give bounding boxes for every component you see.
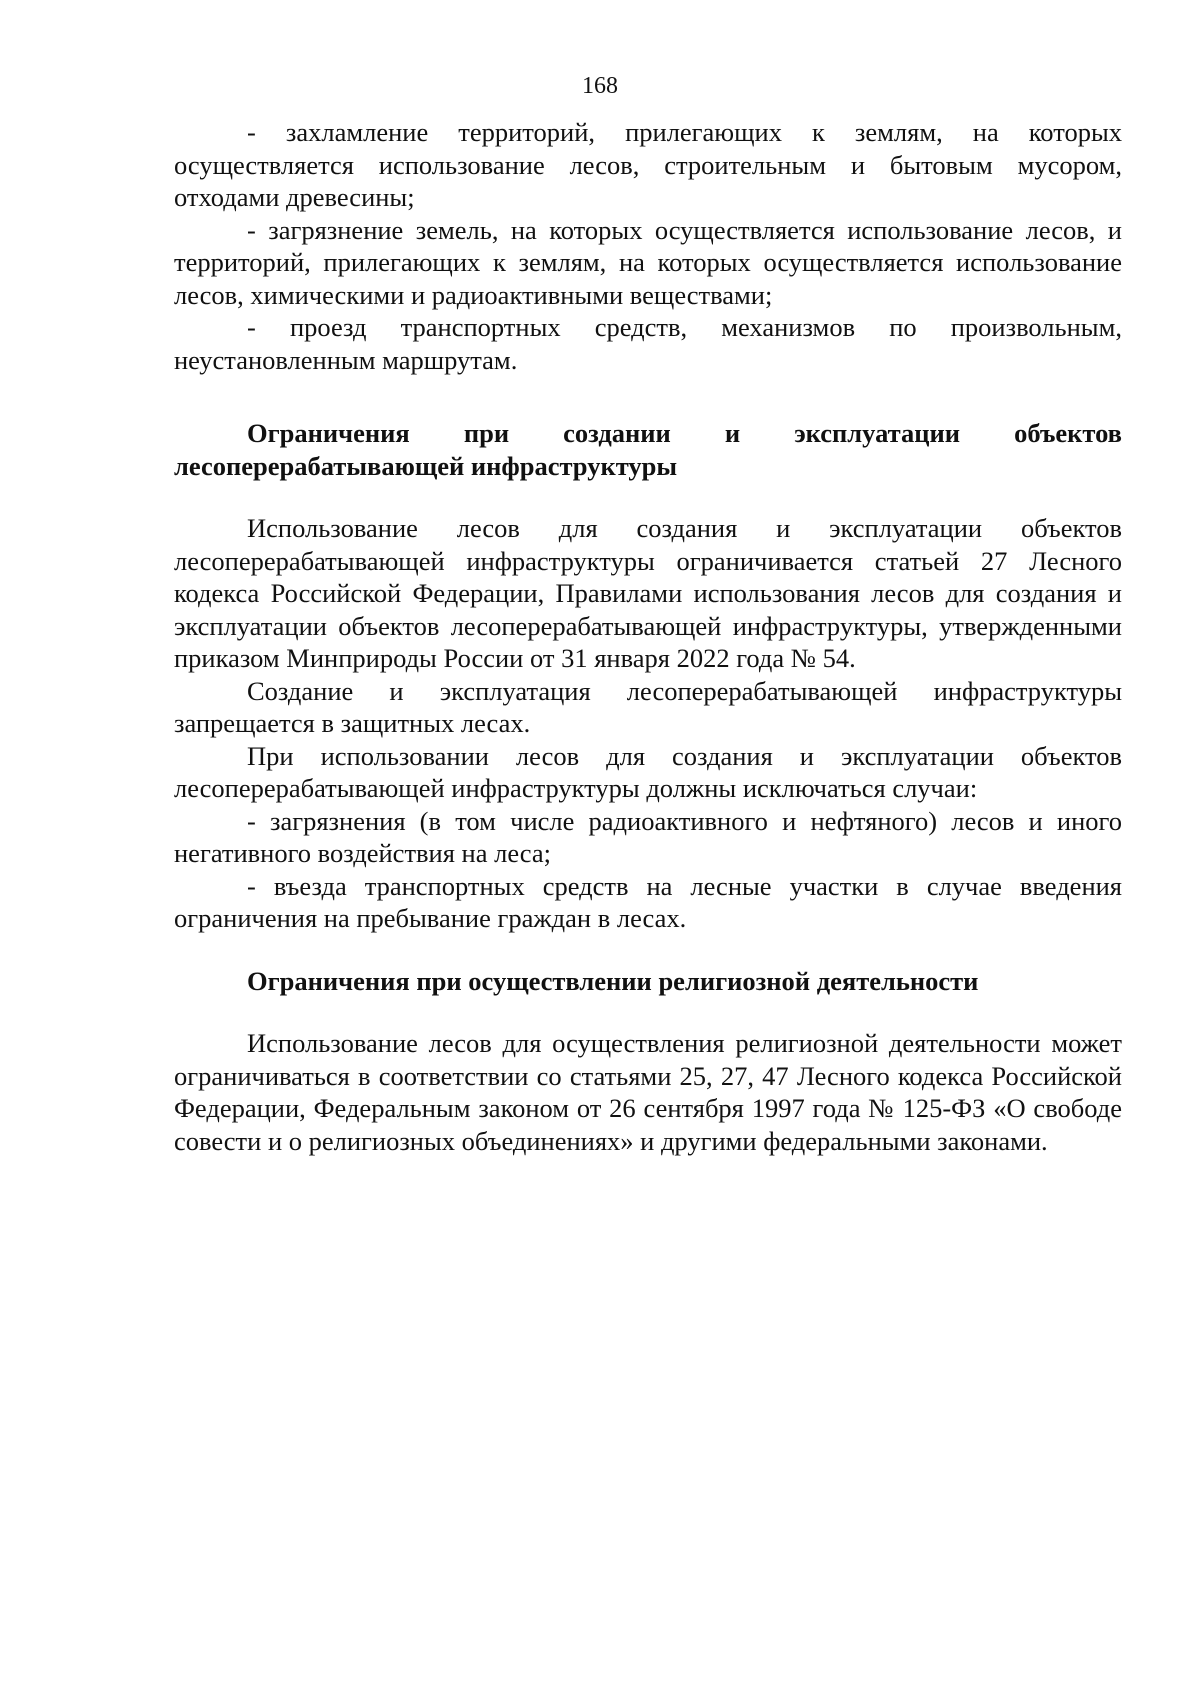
list-item: - захламление территорий, прилегающих к землям, на которых осуществляется использование лесов, строительным и бытовым мусором, отходами древесины;	[174, 117, 1122, 212]
page-number: 168	[582, 73, 618, 99]
page-content	[174, 116, 1122, 1157]
paragraph: Использование лесов для осуществления религиозной деятельности может ограничиваться в соответствии со статьями 25, 27, 47 Лесного кодекса Российской Федерации, Федеральным законом от 26 сентября 1997 года № 125-ФЗ «О свободе совести и о религиозных объединениях» и другими федеральными законами.	[174, 1028, 1122, 1156]
paragraph: Использование лесов для создания и эксплуатации объектов лесоперерабатывающей инфраструктуры ограничивается статьей 27 Лесного кодекса Российской Федерации, Правилами использования лесов для создания и эксплуатации объектов лесоперерабатывающей инфраструктуры, утвержденными приказом Минприроды России от 31 января 2022 года № 54.	[174, 513, 1122, 673]
section-heading: Ограничения при создании и эксплуатации объектов лесоперерабатывающей инфраструктуры	[174, 418, 1122, 481]
list-item: - загрязнение земель, на которых осуществляется использование лесов, и территорий, прилегающих к землям, на которых осуществляется использование лесов, химическими и радиоактивными веществами;	[174, 214, 1122, 310]
section-heading: Ограничения при осуществлении религиозной деятельности	[247, 965, 979, 996]
paragraph: Создание и эксплуатация лесоперерабатывающей инфраструктуры запрещается в защитных лесах.	[174, 675, 1122, 738]
list-item: - въезда транспортных средств на лесные участки в случае введения ограничения на пребывание граждан в лесах.	[174, 870, 1122, 933]
list-item: - загрязнения (в том числе радиоактивного и нефтяного) лесов и иного негативного воздействия на леса;	[174, 805, 1122, 868]
paragraph: При использовании лесов для создания и эксплуатации объектов лесоперерабатывающей инфраструктуры должны исключаться случаи:	[174, 740, 1122, 803]
list-item: - проезд транспортных средств, механизмов по произвольным, неустановленным маршрутам.	[174, 312, 1122, 375]
